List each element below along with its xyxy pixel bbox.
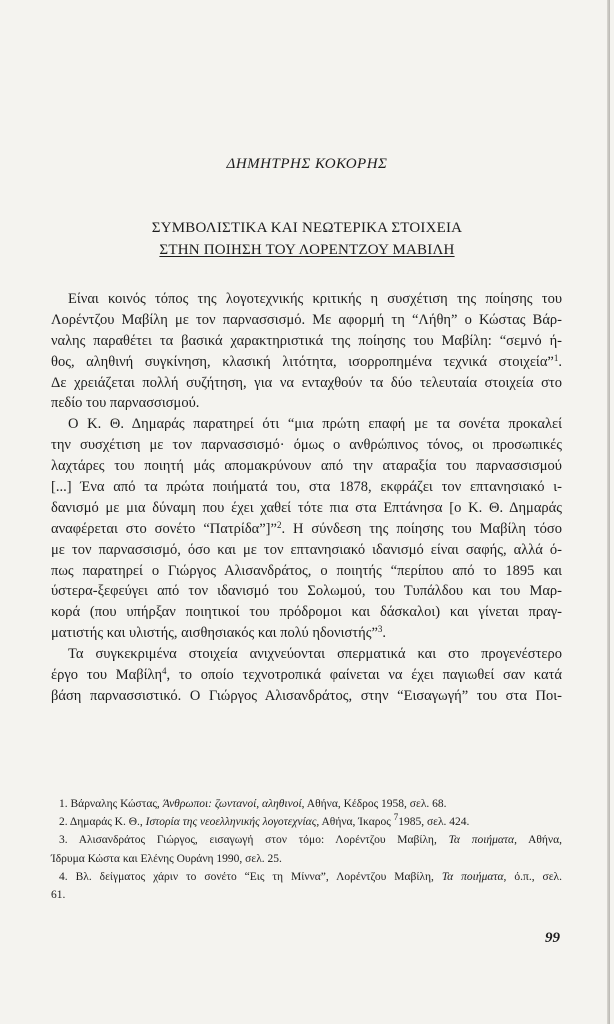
footnote-3-pre: 3. Αλισανδράτος Γιώργος, εισαγωγή στον τόμο: Λορέντζου Μαβίλη, (59, 834, 449, 847)
p2-line-3: λαχτάρες του ποιητή μάς απομακρύνουν από την αταραξία του παρνασσισμού (51, 458, 562, 475)
title-line-1: ΣΥΜΒΟΛΙΣΤΙΚΑ ΚΑΙ ΝΕΩΤΕΡΙΚΑ ΣΤΟΙΧΕΙΑ (151, 220, 463, 236)
footnote-4-pre: 4. Βλ. δείγματος χάριν το σονέτο “Εις τη Μίννα”, Λορέντζου Μαβίλη, (59, 870, 442, 883)
p2-line-6-post: . Η σύνδεση της ποίησης του Μαβίλη τόσο (281, 520, 562, 537)
footnote-1 (51, 795, 562, 813)
article-title (0, 217, 614, 261)
p2-line-9: ύστερα-ξεφεύγει από τον ιδανισμό του Σολωμού, του Τυπάλδου και του Μαρ- (51, 583, 562, 600)
p2-line-5: δανισμό με μια δύναμη που έχει χαθεί τότε πια στα Επτάνησα [ο Κ. Θ. Δημαράς (51, 499, 562, 516)
footnote-3-post: , Αθήνα, (514, 834, 563, 847)
p1-line-4-text: θος, αληθινή συγκίνηση, κλασική λιτότητα, ισορροπημένα τεχνικά στοιχεία” (51, 353, 554, 370)
p2-line-7: με τον παρνασσισμό, όσο και με τον επτανησιακό ιδανισμό είναι σαφής, αλλά ό- (51, 541, 562, 558)
footnote-2-pre: 2. Δημαράς Κ. Θ., (59, 816, 146, 829)
footnote-2-edition: 7 (393, 812, 399, 823)
p2-line-6 (51, 519, 562, 540)
page-edge (607, 0, 610, 1024)
p2-line-11 (51, 623, 562, 644)
body-text (51, 289, 562, 707)
p1-line-4 (51, 352, 562, 373)
p2-line-10: κορά (που υπήρξαν ποιητικοί του πρόδρομοι και δάσκαλοι) και γίνεται πραγ- (51, 604, 562, 621)
footnote-4-post: , ό.π., σελ. (503, 870, 563, 883)
p1-line-4-end: . (558, 353, 562, 370)
footnotes (51, 795, 562, 904)
p3-line-2-pre: έργο του Μαβίλη (51, 667, 163, 684)
footnote-ref-3: 3 (377, 624, 383, 635)
p2-line-1: Ο Κ. Θ. Δημαράς παρατηρεί ότι “μια πρώτη επαφή με τα σονέτα προκαλεί (68, 416, 562, 433)
footnote-2-title: Ιστορία της νεοελληνικής λογοτεχνίας (145, 816, 317, 829)
p1-line-5: Δε χρειάζεται πολλή συζήτηση, για να ενταχθούν τα δύο τελευταία στοιχεία στο (51, 374, 562, 391)
footnote-4-title: Τα ποιήματα (441, 870, 504, 883)
footnote-3-title: Τα ποιήματα (448, 834, 515, 847)
footnote-1-title: Άνθρωποι: ζωντανοί, αληθινοί (162, 798, 302, 810)
p2-line-8: πως παρατηρεί ο Γιώργος Αλισανδράτος, ο ποιητής “περίπου από το 1895 και (51, 562, 562, 579)
page-number: 99 (545, 930, 560, 946)
footnote-2 (51, 813, 562, 831)
p1-line-3: ναλης παραθέτει τα βασικά χαρακτηριστικά της ποίησης του Μαβίλη: “σεμνό ή- (51, 332, 562, 349)
p2-line-6-pre: αναφέρεται στο σονέτο “Πατρίδα”]” (51, 520, 277, 537)
title-line-2: ΣΤΗΝ ΠΟΙΗΣΗ ΤΟΥ ΛΟΡΕΝΤΖΟΥ ΜΑΒΙΛΗ (159, 242, 455, 258)
p2-line-2: την συσχέτιση με τον παρνασσισμό· όμως ο ανθρώπινος τόνος, οι προσωπικές (51, 437, 562, 454)
author-name: ΔΗΜΗΤΡΗΣ ΚΟΚΟΡΗΣ (226, 156, 388, 172)
p3-line-3: βάση παρνασσιστικό. Ο Γιώργος Αλισανδράτος, στην “Εισαγωγή” του στα Ποι- (51, 687, 562, 704)
footnote-2-mid: , Αθήνα, Ίκαρος (316, 816, 394, 829)
footnote-2-post: 1985, σελ. 424. (398, 816, 470, 829)
footnote-4-line-2: 61. (51, 888, 66, 901)
p1-line-1: Είναι κοινός τόπος της λογοτεχνικής κριτικής η συσχέτιση της ποίησης του (68, 291, 562, 307)
p3-line-1: Τα συγκεκριμένα στοιχεία ανιχνεύονται σπερματικά και στο προγενέστερο (68, 646, 562, 663)
p1-line-2: Λορέντζου Μαβίλη με τον παρνασσισμό. Με αφορμή τη “Λήθη” ο Κώστας Βάρ- (51, 311, 562, 328)
footnote-3-line-1 (51, 831, 562, 849)
p3-line-2 (51, 665, 562, 686)
footnote-1-post: , Αθήνα, Κέδρος 1958, σελ. 68. (301, 798, 447, 810)
p3-line-2-post: , το οποίο τεχνοτροπικά φαίνεται να έχει παγιωθεί σαν κατά (166, 667, 562, 684)
p1-line-6: πεδίο του παρνασσισμού. (51, 395, 200, 412)
p2-line-4: [...] Ένα από τα πρώτα ποιήματά του, στα 1878, εκφράζει τον επτανησιακό ι- (51, 479, 562, 496)
footnote-1-pre: 1. Βάρναλης Κώστας, (59, 798, 163, 810)
footnote-ref-4: 4 (162, 666, 167, 677)
footnote-ref-2: 2 (276, 519, 282, 530)
p2-line-11-text: ματιστής και υλιστής, αισθησιακός και πολύ ηδονιστής” (51, 625, 378, 642)
p2-line-11-end: . (382, 625, 387, 642)
footnote-4-line-1 (51, 868, 562, 886)
footnote-3-line-2: Ίδρυμα Κώστα και Ελένης Ουράνη 1990, σελ. 25. (51, 852, 282, 865)
footnote-ref-1: 1 (553, 352, 559, 363)
